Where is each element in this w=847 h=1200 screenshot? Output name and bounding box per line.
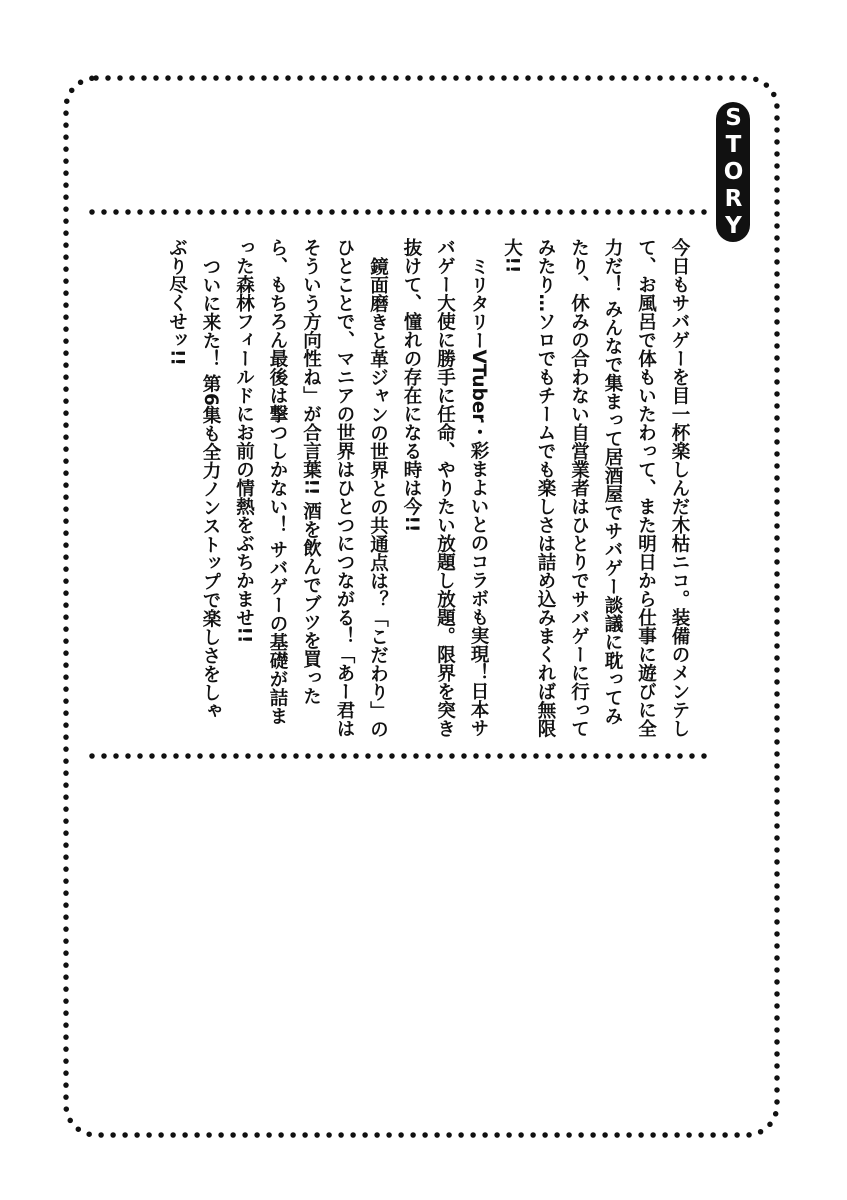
story-paragraph-3: 鏡面磨きと革ジャンの世界との共通点は？「こだわり」のひとことで、マニアの世界はひとつにつながる！「あー君はそういう方向性ね」が合言葉!! 酒を飲んでブツを買ったら、もちろん最後は撃つしかない！ サバゲーの基礎が詰まった森林フィールドにお前の情熱をぶちかませ!! [233, 238, 389, 738]
story-paragraph-1: 今日もサバゲーを目一杯楽しんだ木枯ニコ。装備のメンテして、お風呂で体もいたわって、また明日から仕事に遊びに全力だ！ みんなで集まって居酒屋でサバゲー談議に耽ってみたり、休みの合わない自営業者はひとりでサバゲーに行ってみたり…ソロでもチームでも楽しさは詰め込みまくれば無限大!! [501, 238, 690, 738]
story-badge-label: STORY [720, 104, 747, 240]
story-paragraph-4: ついに来た！ 第6集も全力ノンストップで楽しさをしゃぶり尽くせッ!! [166, 238, 221, 720]
story-badge [716, 102, 750, 242]
story-paragraph-2: ミリタリーVTuber・彩まよいとのコラボも実現！日本サバゲー大使に勝手に任命、やりたい放題し放題。限界を突き抜けて、憧れの存在になる時は今!! [401, 238, 489, 738]
story-text-block [92, 238, 696, 738]
